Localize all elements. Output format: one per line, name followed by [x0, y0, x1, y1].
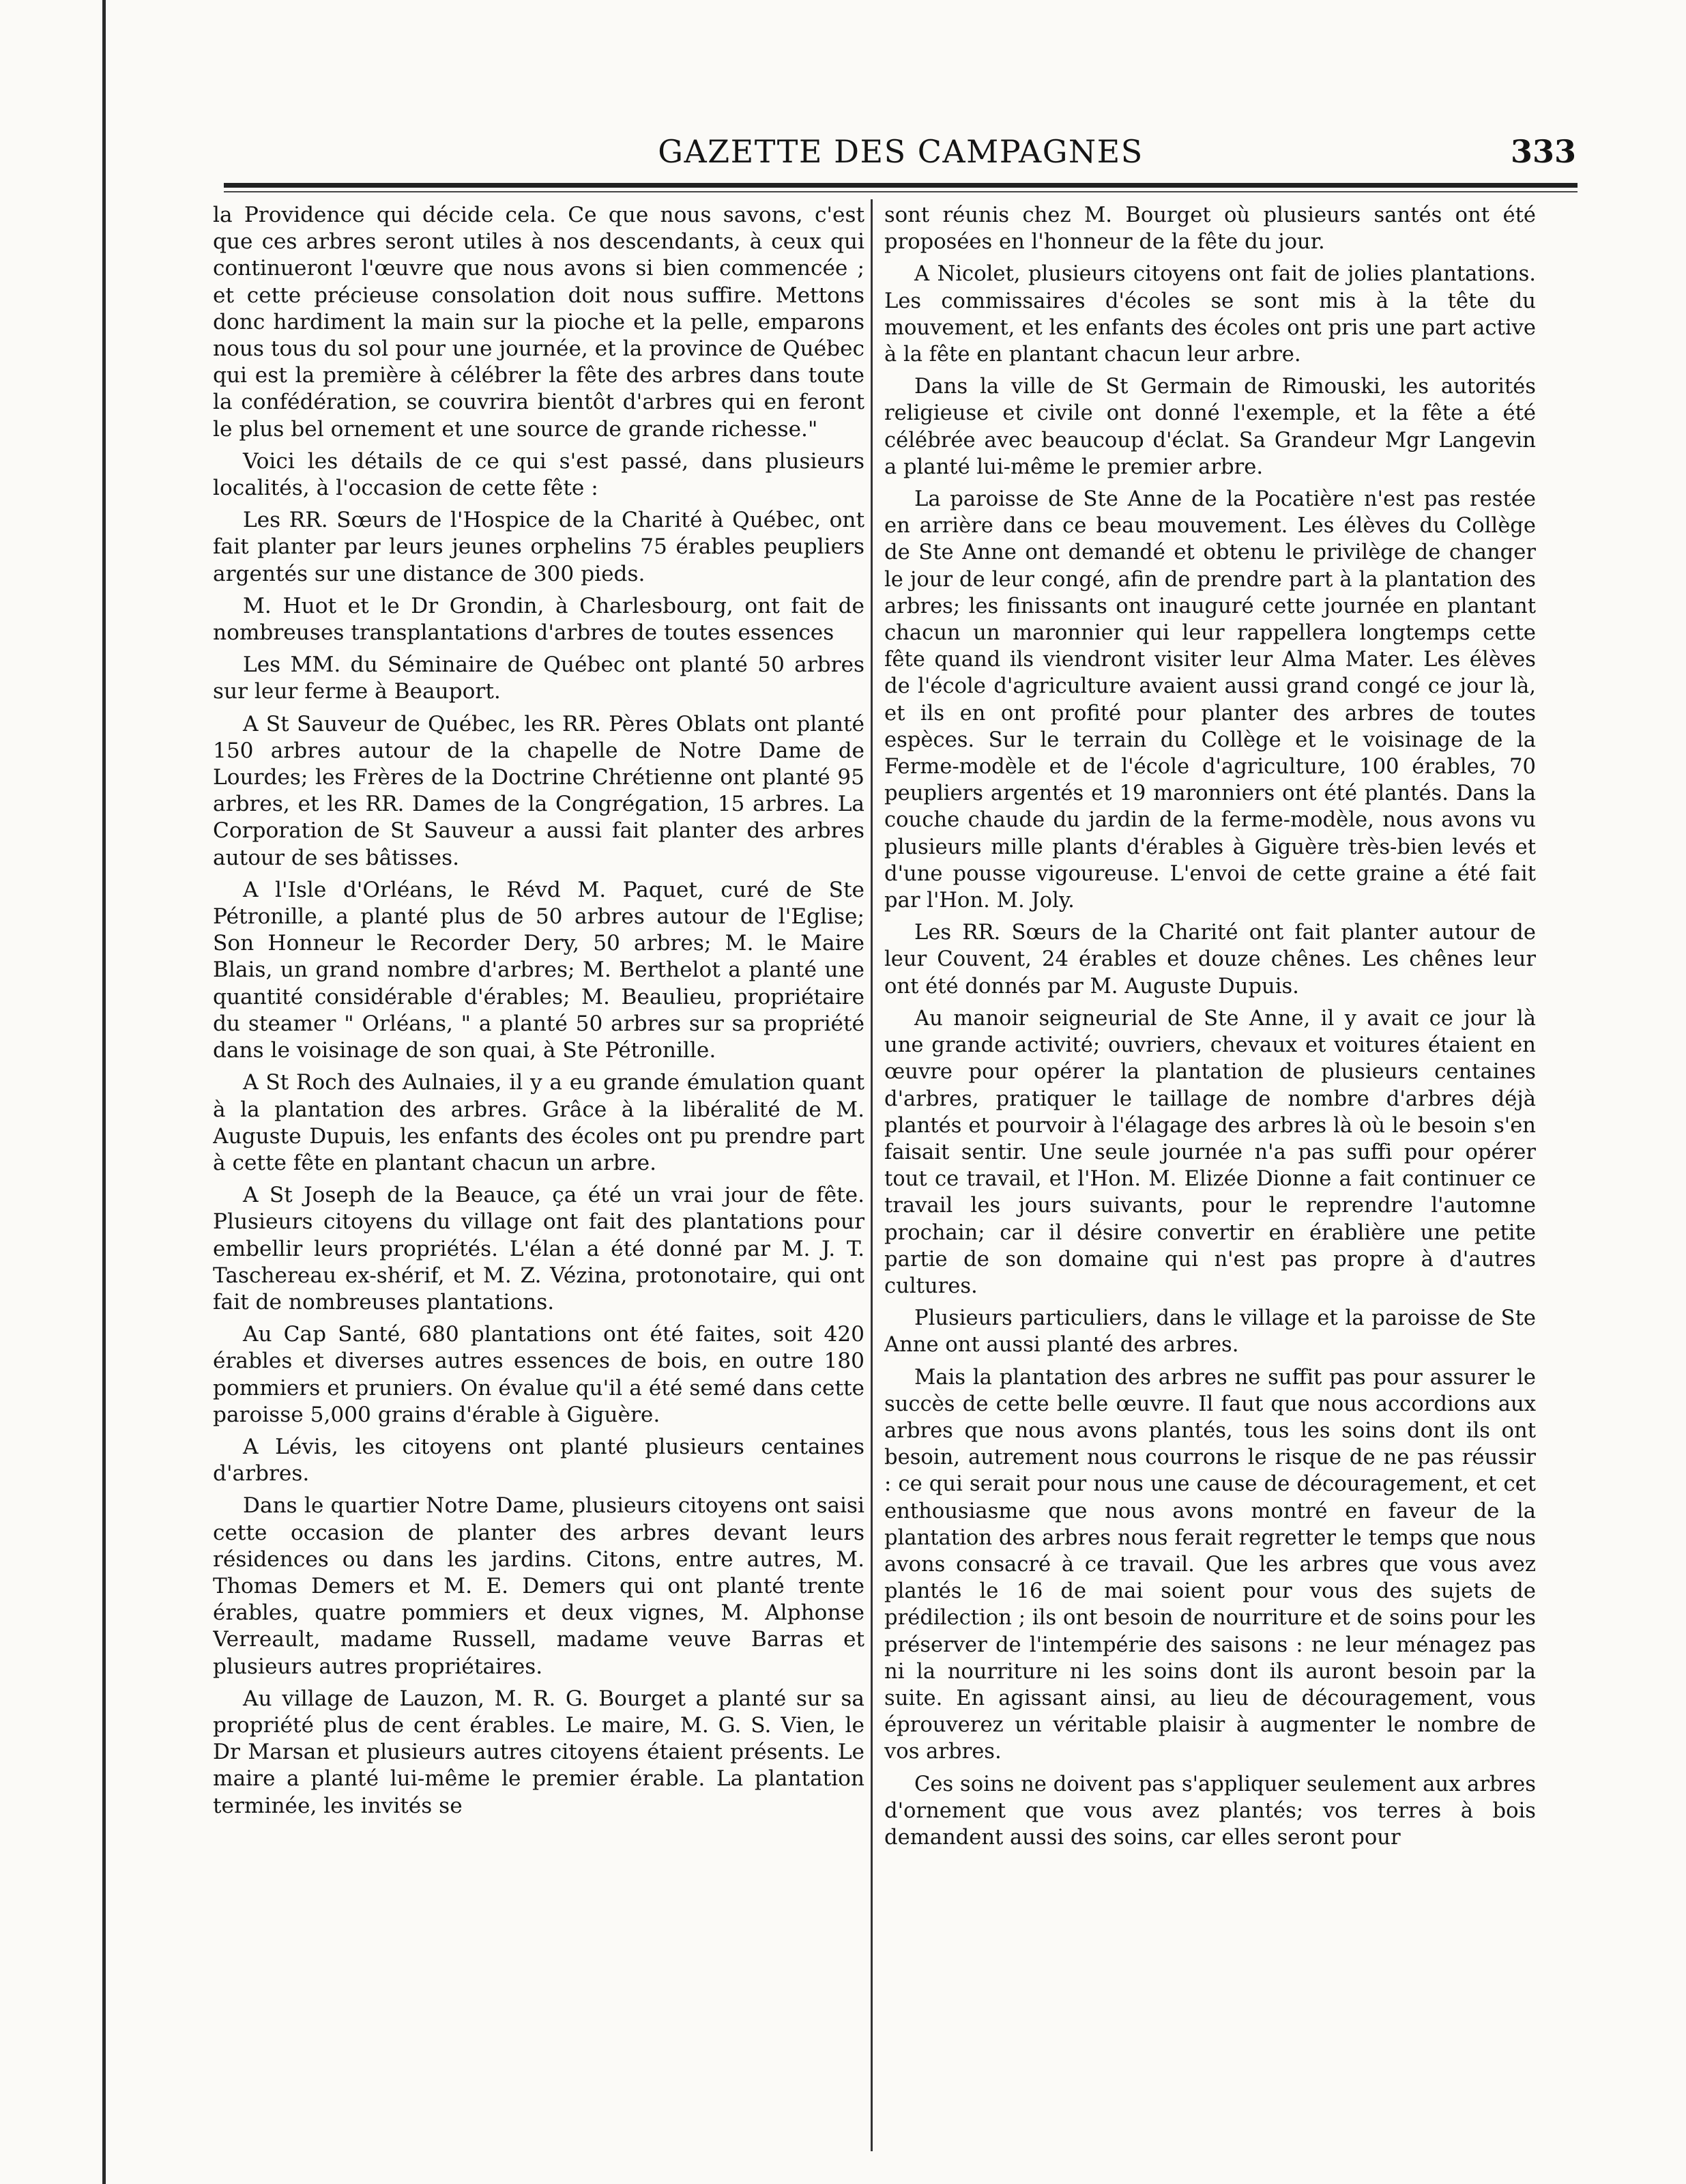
paragraph: Les RR. Sœurs de l'Hospice de la Charité à Québec, ont fait planter par leurs jeunes orphelins 75 érables peupliers argentés sur une distance de 300 pieds.	[213, 508, 864, 586]
paragraph: M. Huot et le Dr Grondin, à Charlesbourg, ont fait de nombreuses transplantations d'arbres de toutes essences	[213, 593, 864, 646]
paragraph: A St Roch des Aulnaies, il y a eu grande émulation quant à la plantation des arbres. Grâce à la libéralité de M. Auguste Dupuis, les enfants des écoles ont pu prendre part à cette fête en plantant chacun un arbre.	[213, 1070, 864, 1175]
left-column	[213, 202, 864, 2147]
paragraph: A St Sauveur de Québec, les RR. Pères Oblats ont planté 150 arbres autour de la chapelle de Notre Dame de Lourdes; les Frères de la Doctrine Chrétienne ont planté 95 arbres, et les RR. Dames de la Congrégation, 15 arbres. La Corporation de St Sauveur a aussi fait planter des arbres autour de ses bâtisses.	[213, 711, 864, 870]
paragraph: La paroisse de Ste Anne de la Pocatière n'est pas restée en arrière dans ce beau mouvement. Les élèves du Collège de Ste Anne ont demandé et obtenu le privilège de changer le jour de leur congé, afin de prendre part à la plantation des arbres; les finissants ont inauguré cette journée en plantant chacun un maronnier qui leur rappellera longtemps cette fête quand ils viendront visiter leur Alma Mater. Les élèves de l'école d'agriculture avaient aussi grand congé ce jour là, et ils en ont profité pour planter des arbres de toutes espèces. Sur le terrain du Collège et le voisinage de la Ferme-modèle et de l'école d'agriculture, 100 érables, 70 peupliers argentés et 19 maronniers ont été plantés. Dans la couche chaude du jardin de la ferme-modèle, nous avons vu plusieurs mille plants d'érables à Giguère très-bien levés et d'une pousse vigoureuse. L'envoi de cette graine a été fait par l'Hon. M. Joly.	[884, 487, 1536, 913]
paragraph: Ces soins ne doivent pas s'appliquer seulement aux arbres d'ornement que vous avez plantés; vos terres à bois demandent aussi des soins, car elles seront pour	[884, 1772, 1536, 1850]
paragraph: Les MM. du Séminaire de Québec ont planté 50 arbres sur leur ferme à Beauport.	[213, 652, 864, 704]
paragraph: Voici les détails de ce qui s'est passé, dans plusieurs localités, à l'occasion de cette fête :	[213, 448, 864, 501]
paragraph: A Lévis, les citoyens ont planté plusieurs centaines d'arbres.	[213, 1434, 864, 1486]
paragraph: Au village de Lauzon, M. R. G. Bourget a planté sur sa propriété plus de cent érables. Le maire, M. G. S. Vien, le Dr Marsan et plusieurs autres citoyens étaient présents. Le maire a planté lui-même le premier érable. La plantation terminée, les invités se	[213, 1686, 864, 1818]
paragraph: A Nicolet, plusieurs citoyens ont fait de jolies plantations. Les commissaires d'écoles se sont mis à la tête du mouvement, et les enfants des écoles ont pris une part active à la fête en plantant chacun leur arbre.	[884, 262, 1536, 367]
binding-edge-rule	[102, 0, 106, 2184]
paragraph: Au Cap Santé, 680 plantations ont été faites, soit 420 érables et diverses autres essences de bois, en outre 180 pommiers et pruniers. On évalue qu'il a été semé dans cette paroisse 5,000 grains d'érable à Giguère.	[213, 1322, 864, 1427]
paragraph: sont réunis chez M. Bourget où plusieurs santés ont été proposées en l'honneur de la fête du jour.	[884, 203, 1536, 255]
paragraph: A St Joseph de la Beauce, ça été un vrai jour de fête. Plusieurs citoyens du village ont fait des plantations pour embellir leurs propriétés. L'élan a été donné par M. J. T. Taschereau ex-shérif, et M. Z. Vézina, protonotaire, qui ont fait de nombreuses plantations.	[213, 1183, 864, 1314]
header-rule-thin	[224, 191, 1578, 192]
paragraph: Dans la ville de St Germain de Rimouski, les autorités religieuse et civile ont donné l'exemple, et la fête a été célébrée avec beaucoup d'éclat. Sa Grandeur Mgr Langevin a planté lui-même le premier arbre.	[884, 375, 1536, 479]
paragraph: A l'Isle d'Orléans, le Révd M. Paquet, curé de Ste Pétronille, a planté plus de 50 arbres autour de l'Eglise; Son Honneur le Recorder Dery, 50 arbres; M. le Maire Blais, un grand nombre d'arbres; M. Berthelot a planté une quantité considérable d'érables; M. Beaulieu, propriétaire du steamer " Orléans, " a planté 50 arbres sur sa propriété dans le voisinage de son quai, à Ste Pétronille.	[213, 877, 864, 1063]
page-number: 333	[1510, 133, 1576, 170]
paragraph: Les RR. Sœurs de la Charité ont fait planter autour de leur Couvent, 24 érables et douze chênes. Les chênes leur ont été donnés par M. Auguste Dupuis.	[884, 921, 1536, 998]
paragraph: Dans le quartier Notre Dame, plusieurs citoyens ont saisi cette occasion de planter des arbres devant leurs résidences ou dans les jardins. Citons, entre autres, M. Thomas Demers et M. E. Demers qui ont planté trente érables, quatre pommiers et deux vignes, M. Alphonse Verreault, madame Russell, madame veuve Barras et plusieurs autres propriétaires.	[213, 1493, 864, 1679]
running-header	[225, 131, 1576, 179]
right-column	[884, 202, 1536, 2147]
header-rule	[224, 183, 1578, 188]
paragraph: Plusieurs particuliers, dans le village et la paroisse de Ste Anne ont aussi planté des arbres.	[884, 1306, 1536, 1357]
column-divider	[871, 199, 873, 2151]
paragraph: Au manoir seigneurial de Ste Anne, il y avait ce jour là une grande activité; ouvriers, chevaux et voitures étaient en œuvre pour opérer la plantation de plusieurs centaines d'arbres, pratiquer le taillage de nombre d'arbres déjà plantés et pourvoir à l'élagage des arbres là où le besoin s'en faisait sentir. Une seule journée n'a pas suffi pour opérer tout ce travail, et l'Hon. M. Elizée Dionne a fait continuer ce travail les jours suivants, pour le reprendre l'automne prochain; car il désire convertir en érablière une petite partie de son domaine qui n'est pas propre à d'autres cultures.	[884, 1006, 1536, 1298]
paragraph: Mais la plantation des arbres ne suffit pas pour assurer le succès de cette belle œuvre. Il faut que nous accordions aux arbres que nous avons plantés, tous les soins dont ils ont besoin, autrement nous courrons le risque de ne pas réussir : ce qui serait pour nous une cause de découragement, et cet enthousiasme que nous avons montré en faveur de la plantation des arbres nous ferait regretter le temps que nous avons consacré à ce travail. Que les arbres que vous avez plantés le 16 de mai soient pour vous des sujets de prédilection ; ils ont besoin de nourriture et de soins pour les préserver de l'intempérie des saisons : ne leur ménagez pas ni la nourriture ni les soins dont ils auront besoin par la suite. En agissant ainsi, au lieu de découragement, vous éprouverez un véritable plaisir à augmenter le nombre de vos arbres.	[884, 1365, 1536, 1764]
running-title: GAZETTE DES CAMPAGNES	[658, 133, 1144, 170]
paragraph: la Providence qui décide cela. Ce que nous savons, c'est que ces arbres seront utiles à nos descendants, à ceux qui continueront l'œuvre que nous avons si bien commencée ; et cette précieuse consolation doit nous suffire. Mettons donc hardiment la main sur la pioche et la pelle, emparons nous tous du sol pour une journée, et la province de Québec qui est la première à célébrer la fête des arbres dans toute la confédération, se couvrira bientôt d'arbres qui en feront le plus bel ornement et une source de grande richesse."	[213, 203, 864, 442]
